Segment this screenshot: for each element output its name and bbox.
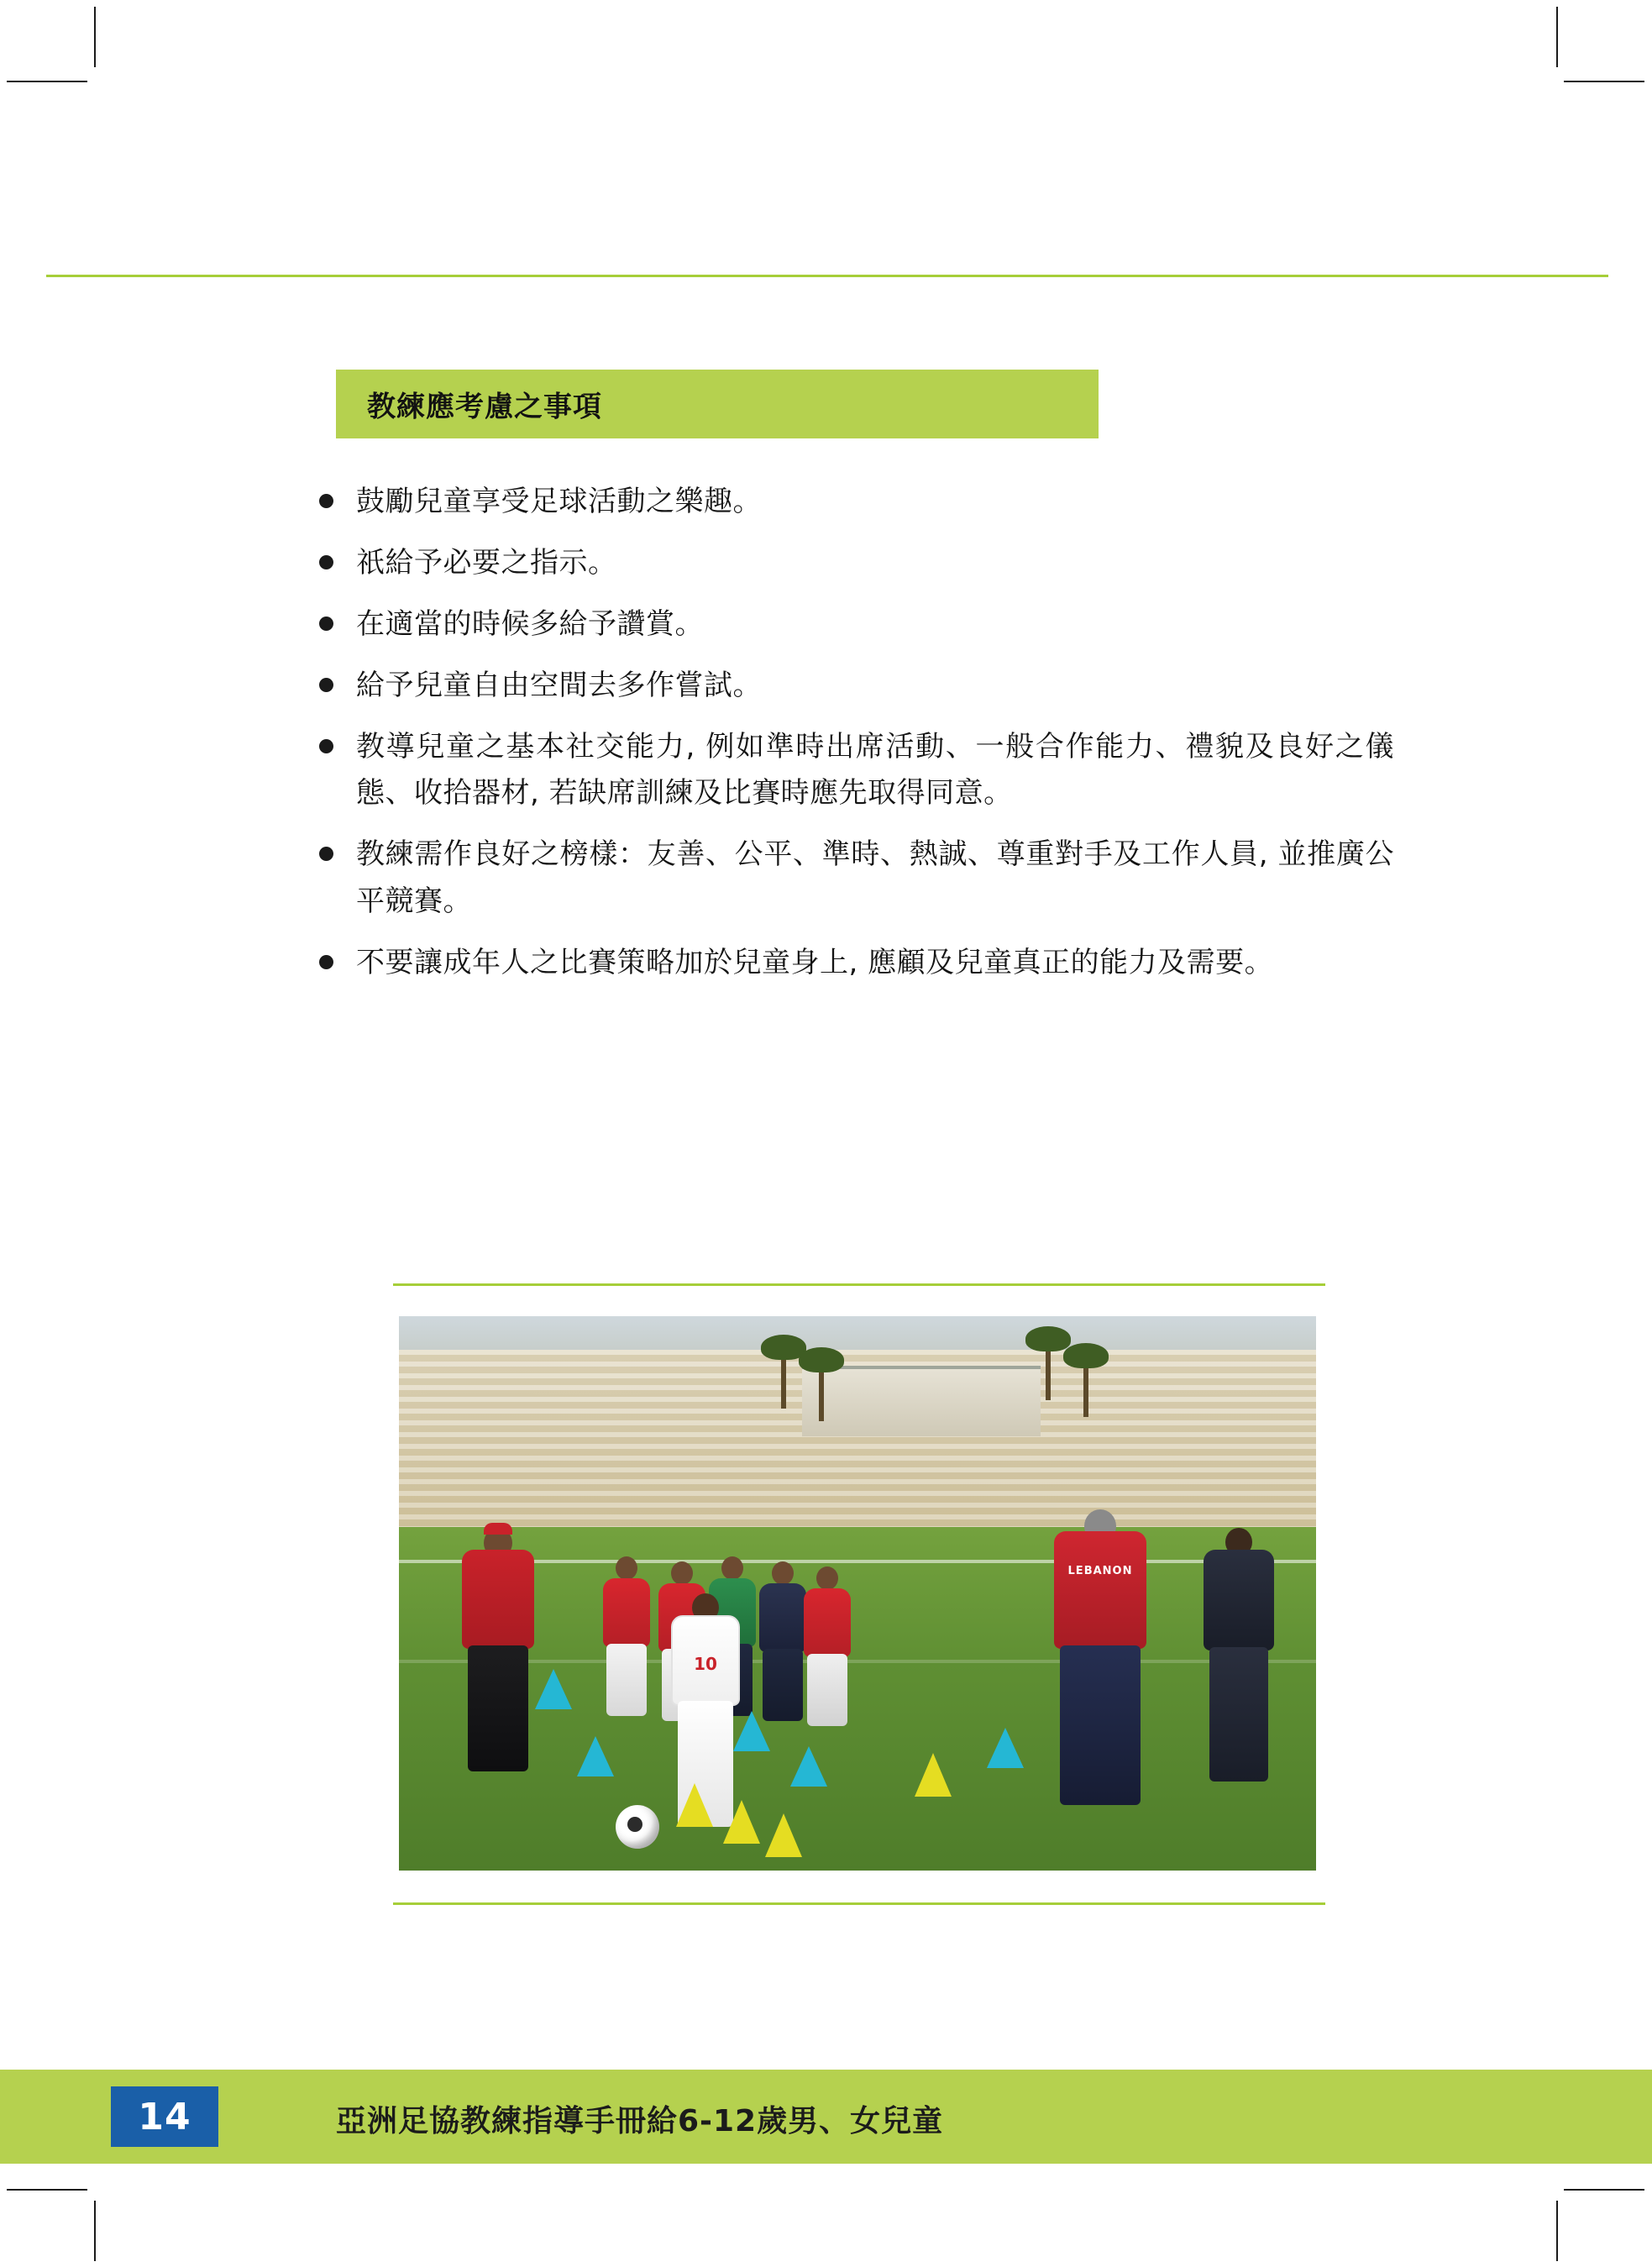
bullet-dot-icon [319, 601, 356, 634]
training-cone-yellow [765, 1813, 802, 1857]
player-torso [603, 1578, 650, 1647]
section-heading-bar [336, 370, 1099, 438]
crop-mark-left-rule [7, 81, 87, 82]
training-cone-yellow [676, 1783, 713, 1827]
list-item-text: 教導兒童之基本社交能力, 例如準時出席活動、一般合作能力、禮貌及良好之儀態、收拾器材, 若缺席訓練及比賽時應先取得同意。 [356, 730, 1394, 811]
coach-right-jacket [1054, 1531, 1146, 1649]
crop-mark-bottom-left-rule [7, 2189, 87, 2191]
jacket-text: LEBANON [1067, 1565, 1133, 1577]
coach-left [448, 1528, 548, 1805]
bystander-legs [1209, 1647, 1268, 1782]
list-item-text: 在適當的時候多給予讚賞。 [356, 607, 704, 642]
crop-mark-bottom-right-rule [1564, 2189, 1644, 2191]
list-item [319, 663, 1394, 709]
player-torso [804, 1588, 851, 1657]
list-item [319, 832, 1394, 924]
bullet-dot-icon [319, 832, 356, 864]
bystander-torso [1204, 1550, 1274, 1650]
player-head [721, 1556, 743, 1580]
training-cone-blue [987, 1728, 1024, 1768]
crop-mark-bottom-left [94, 2201, 96, 2261]
photo-top-rule [393, 1283, 1325, 1286]
list-item-text: 不要讓成年人之比賽策略加於兒童身上, 應顧及兒童真正的能力及需要。 [356, 945, 1274, 979]
bullet-list [319, 479, 1394, 1001]
player-legs [606, 1644, 647, 1716]
list-item [319, 540, 1394, 586]
cap-icon [484, 1523, 512, 1535]
bystander-right [1188, 1528, 1289, 1805]
player-head [616, 1556, 637, 1580]
coach-left-legs [468, 1645, 528, 1771]
training-cone-blue [733, 1711, 770, 1751]
photo-building [802, 1366, 1041, 1435]
list-item [319, 724, 1394, 816]
bullet-dot-icon [319, 663, 356, 695]
training-cone-blue [577, 1736, 614, 1776]
page-number-badge: 14 [111, 2086, 218, 2147]
photo-block [393, 1283, 1325, 1905]
crop-mark-top-left [94, 7, 96, 67]
training-cone-yellow [915, 1753, 952, 1797]
list-item-text: 鼓勵兒童享受足球活動之樂趣。 [356, 485, 762, 518]
coach-left-torso [462, 1550, 534, 1649]
list-item-text: 給予兒童自由空間去多作嘗試。 [356, 669, 762, 703]
list-item-text: 教練需作良好之榜樣：友善、公平、準時、熱誠、尊重對手及工作人員, 並推廣公平競賽。 [356, 837, 1394, 918]
top-divider-rule [46, 275, 1608, 277]
section-heading-text: 教練應考慮之事項 [367, 390, 602, 424]
palm-tree-icon [819, 1362, 824, 1421]
palm-tree-icon [1083, 1358, 1088, 1417]
palm-tree-icon [781, 1350, 786, 1409]
player-legs [807, 1654, 847, 1726]
crop-mark-bottom-right [1556, 2201, 1558, 2261]
football-icon [616, 1805, 659, 1849]
list-item [319, 479, 1394, 525]
photo-bottom-rule [393, 1902, 1325, 1905]
player-head [816, 1566, 838, 1590]
crop-mark-right-rule [1564, 81, 1644, 82]
list-item-text: 祇給予必要之指示。 [356, 546, 617, 580]
jersey-number: 10 [694, 1654, 717, 1674]
bullet-dot-icon [319, 479, 356, 512]
footer-title: 亞洲足協教練指導手冊給6-12歲男、女兒童 [336, 2104, 944, 2138]
bullet-dot-icon [319, 540, 356, 573]
coach-right [1037, 1509, 1163, 1829]
training-photo [399, 1316, 1316, 1871]
list-item [319, 601, 1394, 648]
featured-player-jersey [671, 1615, 740, 1706]
list-item [319, 940, 1394, 986]
bullet-dot-icon [319, 940, 356, 973]
crop-mark-top-right [1556, 7, 1558, 67]
bullet-dot-icon [319, 724, 356, 757]
player-head [772, 1561, 794, 1585]
coach-right-legs [1060, 1645, 1141, 1805]
palm-tree-icon [1046, 1341, 1051, 1400]
training-cone-blue [790, 1746, 827, 1787]
player-head [671, 1561, 693, 1585]
training-cone-blue [535, 1669, 572, 1709]
training-cone-yellow [723, 1800, 760, 1844]
player-queue-5 [794, 1566, 861, 1760]
